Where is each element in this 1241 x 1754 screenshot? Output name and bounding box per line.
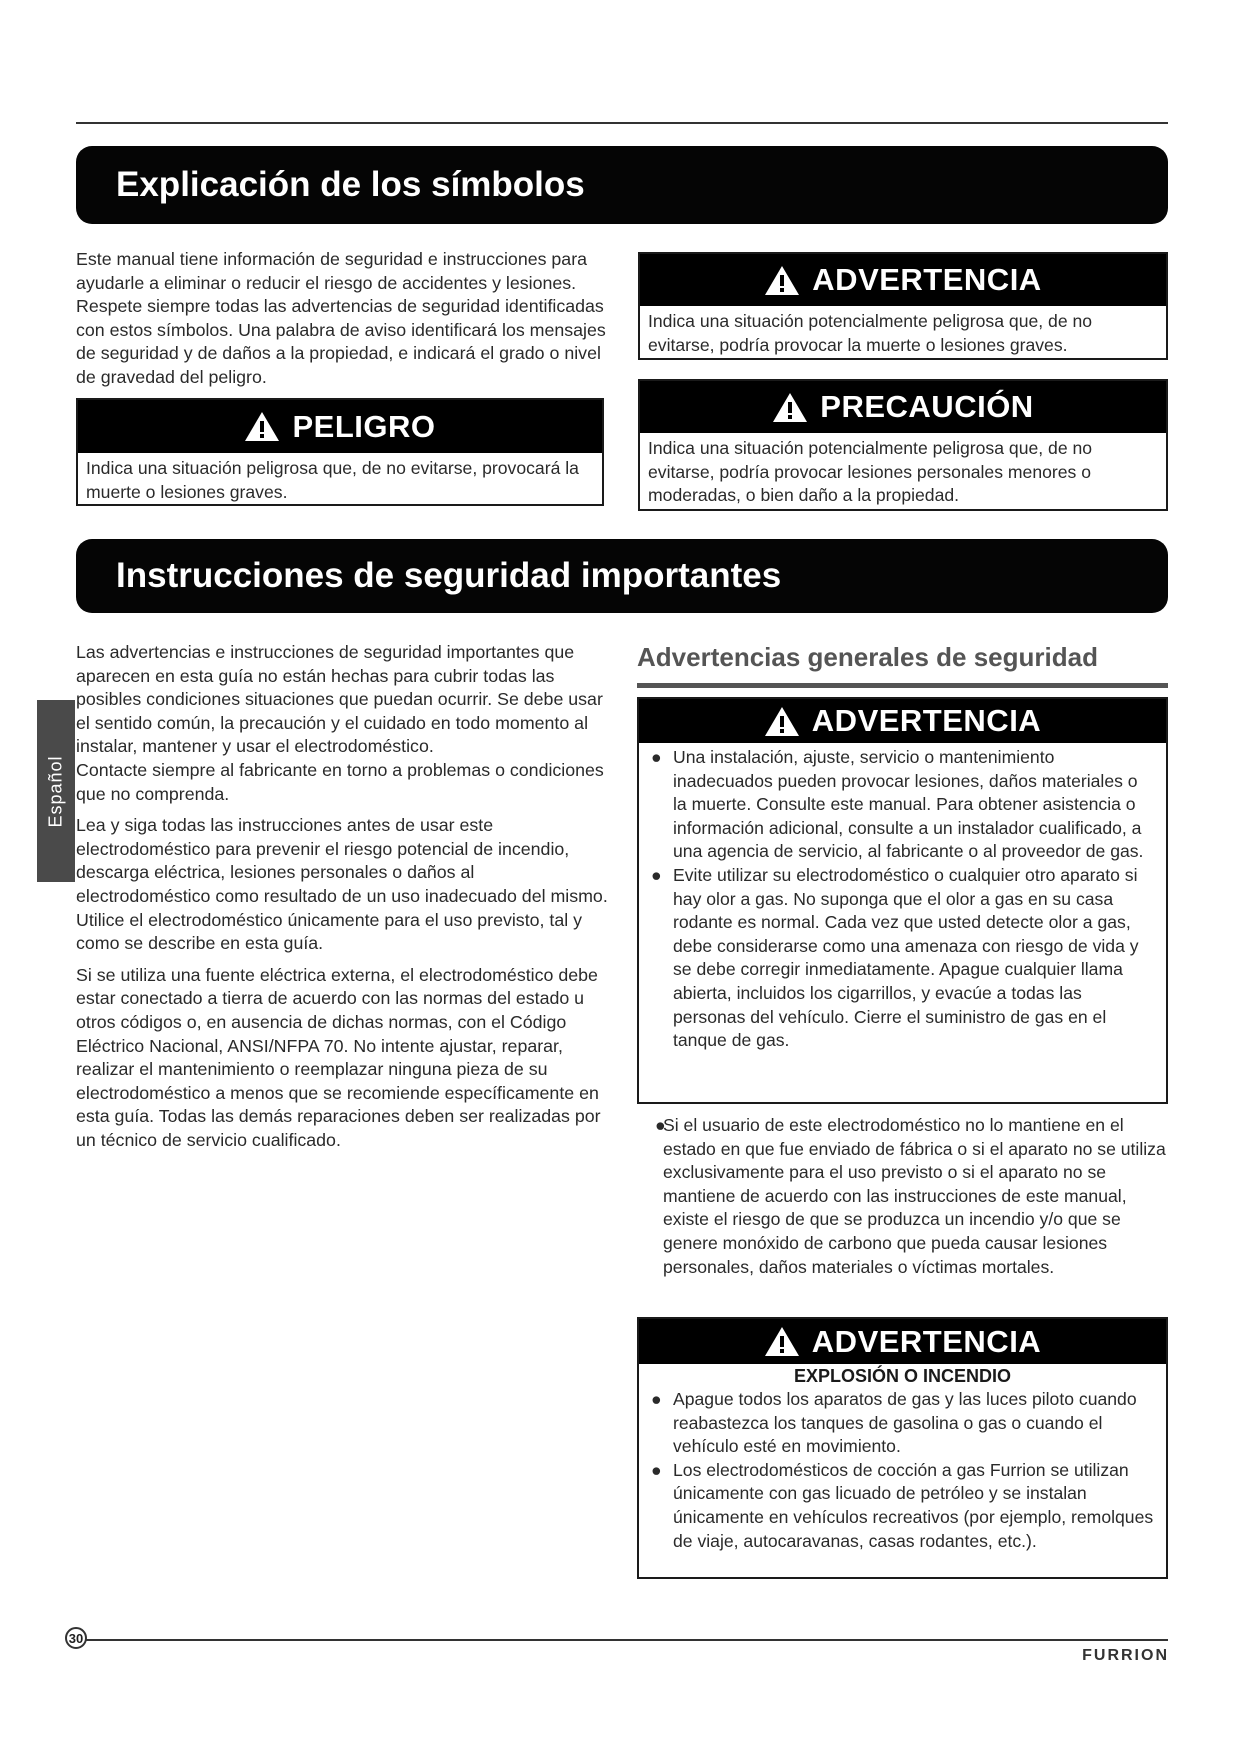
subheading-underline — [637, 683, 1168, 688]
list-item — [639, 1459, 1156, 1553]
general-warning-box — [637, 697, 1168, 1104]
list-item — [639, 864, 1156, 1053]
section-title-safety — [76, 539, 1168, 613]
explosion-warning-header — [639, 1319, 1166, 1364]
warning-triangle-icon — [764, 265, 800, 296]
explosion-warning-subtitle: EXPLOSIÓN O INCENDIO — [793, 1366, 1012, 1386]
subheading-text: Advertencias generales de seguridad — [637, 642, 1098, 672]
section-title-symbols — [76, 146, 1168, 224]
bullet-icon: ● — [651, 1389, 662, 1409]
explosion-warning-title: ADVERTENCIA — [811, 1323, 1042, 1359]
advertencia-header — [640, 254, 1166, 306]
symbols-intro — [76, 248, 612, 398]
free-warning-list — [637, 1114, 1171, 1279]
peligro-text: Indica una situación peligrosa que, de no evitarse, provocará la muerte o lesiones graves. — [86, 458, 579, 502]
warning-triangle-icon — [244, 411, 280, 442]
brand-text: FURRION — [1082, 1647, 1169, 1664]
page-number-text: 30 — [68, 1630, 84, 1646]
general-warning-header — [639, 699, 1166, 743]
advertencia-box — [638, 252, 1168, 360]
explosion-warning-list — [639, 1388, 1166, 1553]
bullet-icon: ● — [651, 864, 662, 885]
bullet-icon: ● — [651, 747, 662, 767]
list-item — [637, 1114, 1171, 1279]
bullet-icon: ● — [655, 1115, 666, 1135]
safety-paragraph: Lea y siga todas las instrucciones antes de usar este electrodoméstico para prevenir el riesgo potencial de incendio, descarga eléctrica, lesiones personales o daños al electrodoméstico como resultado de un uso inadecuado del mismo. Utilice el electrodoméstico únicamente para el uso previsto, tal y como se describe en esta guía. — [76, 815, 608, 954]
list-item-text: Una instalación, ajuste, servicio o mantenimiento inadecuados pueden provocar lesiones, daños materiales o la muerte. Consulte este manual. Para obtener asistencia o información adicional, consulte a un instalador cualificado, a una agencia de servicio, al fabricante o al proveedor de gas. — [673, 747, 1144, 862]
list-item-text: Apague todos los aparatos de gas y las luces piloto cuando reabastezca los tanques de gasolina o gas o cuando el vehículo esté en movimiento. — [673, 1389, 1137, 1457]
precaucion-title: PRECAUCIÓN — [820, 389, 1034, 424]
safety-left-column — [76, 641, 612, 1160]
peligro-box — [76, 398, 604, 506]
free-warning-item — [637, 1114, 1171, 1279]
general-warning-title: ADVERTENCIA — [811, 703, 1042, 738]
peligro-header — [78, 400, 602, 453]
brand-logo — [1082, 1647, 1169, 1665]
top-rule — [76, 122, 1168, 124]
page-number — [65, 1627, 87, 1649]
warning-triangle-icon — [764, 1326, 800, 1357]
language-tab — [37, 700, 75, 882]
warning-triangle-icon — [764, 706, 800, 737]
list-item — [639, 1388, 1156, 1459]
bullet-icon: ● — [651, 1459, 662, 1480]
precaucion-text: Indica una situación potencialmente peligrosa que, de no evitarse, podría provocar lesiones personales menores o moderadas, o bien daño a la propiedad. — [648, 438, 1093, 506]
explosion-warning-box — [637, 1317, 1168, 1579]
safety-paragraph: Las advertencias e instrucciones de seguridad importantes que aparecen en esta guía no están hechas para cubrir todas las posibles condiciones situaciones que puedan ocurrir. Se debe usar el sentido común, la precaución y el cuidado en todo momento al instalar, mantener y usar el electrodoméstico. Contacte siempre al fabricante en torno a problemas o condiciones que no comprenda. — [76, 642, 604, 804]
bottom-rule — [86, 1639, 1168, 1641]
safety-paragraph: Si se utiliza una fuente eléctrica externa, el electrodoméstico debe estar conectado a tierra de acuerdo con las normas del estado u otros códigos o, en ausencia de dichas normas, con el Código Eléctrico Nacional, ANSI/NFPA 70. No intente ajustar, reparar, realizar el mantenimiento o reemplazar ninguna pieza de su electrodoméstico a menos que se recomiende específicamente en esta guía. Todas las demás reparaciones deben ser realizadas por un técnico de servicio cualificado. — [76, 964, 601, 1150]
section-title-text: Explicación de los símbolos — [116, 165, 585, 204]
list-item-text: Evite utilizar su electrodoméstico o cualquier otro aparato si hay olor a gas. No suponga que el olor a gas en su casa rodante es normal. Cada vez que usted detecte olor a gas, debe considerarse como una amenaza con riesgo de vida y se debe corregir inmediatamente. Apague cualquier llama abierta, incluidos los cigarrillos, y evacúe a todas las personas del vehículo. Cierre el suministro de gas en el tanque de gas. — [673, 864, 1139, 1051]
general-warning-list — [639, 743, 1166, 1053]
general-warnings-heading — [637, 642, 1168, 688]
list-item-text: Los electrodomésticos de cocción a gas Furrion se utilizan únicamente con gas licuado de petróleo y se instalan únicamente en vehículos recreativos (por ejemplo, remolques de viaje, autocaravanas, casas rodantes, etc.). — [673, 1459, 1154, 1551]
language-tab-label: Español — [45, 754, 66, 828]
advertencia-text: Indica una situación potencialmente peligrosa que, de no evitarse, podría provocar la muerte o lesiones graves. — [648, 311, 1093, 355]
precaucion-header — [640, 381, 1166, 433]
section-title-text: Instrucciones de seguridad importantes — [116, 556, 782, 595]
precaucion-box — [638, 379, 1168, 511]
warning-triangle-icon — [772, 392, 808, 423]
advertencia-title: ADVERTENCIA — [812, 262, 1042, 297]
intro-text: Este manual tiene información de seguridad e instrucciones para ayudarle a eliminar o reducir el riesgo de accidentes y lesiones. Respete siempre todas las advertencias de seguridad identificadas con estos símbolos. Una palabra de aviso identificará los mensajes de seguridad y de daños a la propiedad, e indicará el grado o nivel de gravedad del peligro. — [76, 249, 606, 387]
peligro-title: PELIGRO — [292, 408, 436, 444]
list-item — [639, 746, 1156, 864]
list-item-text: Si el usuario de este electrodoméstico no lo mantiene en el estado en que fue enviado de fábrica o si el aparato no se utiliza exclusivamente para el uso previsto o si el aparato no se mantiene de acuerdo con las instrucciones de este manual, existe el riesgo de que se produzca un incendio y/o que se genere monóxido de carbono que pueda causar lesiones personales, daños materiales o víctimas mortales. — [663, 1115, 1166, 1277]
